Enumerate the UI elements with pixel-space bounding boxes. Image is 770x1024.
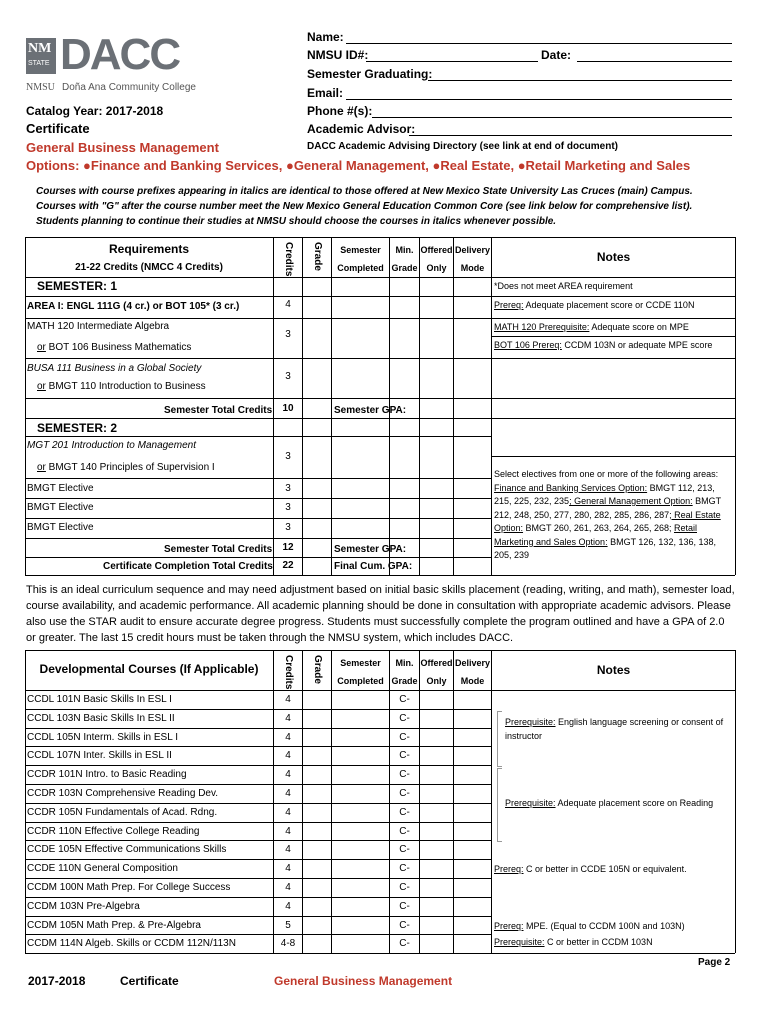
note-reading-prereq: Prerequisite: Adequate placement score on Reading [505,798,714,808]
dev-notes-header: Notes [596,663,631,677]
options-line: Options: ●Finance and Banking Services, ●General Management, ●Real Estate, ●Retail Marketing and Sales [26,158,691,173]
dev-min-grade: C- [399,882,410,893]
note-engl-prereq: Prereq: Adequate placement score or CCDE 110N [494,300,695,310]
dev-credits: 4 [285,694,291,705]
dev-course-row: CCDL 103N Basic Skills In ESL II [27,713,175,724]
dacc-wordmark: DACC [60,30,180,79]
program-title: General Business Management [26,140,219,155]
dev-credits: 4 [285,769,291,780]
busa111-row: BUSA 111 Business in a Global Society [27,363,202,374]
dev-course-row: CCDR 101N Intro. to Basic Reading [27,769,187,780]
elective-row: BMGT Elective [27,483,94,494]
dev-credits: 4 [285,882,291,893]
catalog-year: Catalog Year: 2017-2018 [26,104,164,118]
mgt201-row: MGT 201 Introduction to Management [27,440,196,451]
dev-min-grade: C- [399,901,410,912]
name-label: Name: [307,30,344,44]
bmgt110-row: or BMGT 110 Introduction to Business [37,381,206,392]
intro-paragraph: Courses with course prefixes appearing in italics are identical to those offered at New Mexico State University Las Cruces (main) Campus. Courses with "G" after the course number meet the New Mexico General Education Common Core (see link below for comprehensive list). Students planning to continue their studies at NMSU should choose the courses in italics whenever possible. [36,186,693,227]
nmsu-id-label: NMSU ID#: [307,48,369,62]
dev-credits: 4 [285,863,291,874]
dev-credits: 4 [285,901,291,912]
bot106-row: or BOT 106 Business Mathematics [37,342,192,353]
footer-program: General Business Management [274,974,453,988]
dev-credits: 4 [285,713,291,724]
dev-credits: 4 [285,788,291,799]
dev-title: Developmental Courses (If Applicable) [39,662,259,676]
dev-credits: 4-8 [280,938,296,949]
note-esl-prereq: Prerequisite: English language screening or consent of instructor [505,717,724,741]
phone-label: Phone #(s): [307,104,373,118]
note-ccdm105-prereq: Prereq: MPE. (Equal to CCDM 100N and 103N) [494,921,685,931]
math120-row: MATH 120 Intermediate Algebra [27,321,170,332]
dev-course-row: CCDE 110N General Composition [27,863,178,874]
dev-course-row: CCDE 105N Effective Communications Skills [27,844,227,855]
advisor-label: Academic Advisor: [307,122,416,136]
dev-course-row: CCDR 110N Effective College Reading [27,826,200,837]
area1-row: AREA I: ENGL 111G (4 cr.) or BOT 105* (3 cr.) [27,301,240,312]
dev-course-row: CCDL 101N Basic Skills In ESL I [27,694,172,705]
footer-cert: Certificate [120,974,179,988]
dev-min-grade: C- [399,732,410,743]
date-field[interactable] [577,61,732,62]
dev-course-row: CCDL 107N Inter. Skills in ESL II [27,750,172,761]
page-number: Page 2 [698,957,731,968]
footer-year: 2017-2018 [28,974,86,988]
note-math-prereq: MATH 120 Prerequisite: Adequate score on MPE [494,322,689,332]
dev-min-grade: C- [399,788,410,799]
dev-credits: 4 [285,732,291,743]
dev-course-row: CCDL 105N Interm. Skills in ESL I [27,732,178,743]
nmsu-id-field[interactable] [366,61,538,62]
dev-credits: 4 [285,750,291,761]
note-area: *Does not meet AREA requirement [494,281,633,291]
curriculum-note: This is an ideal curriculum sequence and may need adjustment based on initial basic skills placement (reading, writing, and math), semester load, course availability, and academic performance. All academic planning should be done in consultation with appropriate academic advisors. Please also use the STAR audit to ensure accurate degree progress. Students must successfully complete the program outlined and have a GPA of 2.0 or greater. The last 15 credit hours must be taken through the NMSU system, which includes DACC. [26,584,735,644]
note-electives: Select electives from one or more of the following areas: Finance and Banking Services Option: BMGT 112, 213, 215, 225, 232, 235; General Management Option: BMGT 212, 248, 250, 277, 280, 282, 285, 286, 287; Real Estate Option: BMGT 260, 261, 263, 264, 265, 268; Retail Marketing and Sales Option: BMGT 126, 132, 136, 138, 205, 239 [494,469,721,560]
dev-min-grade: C- [399,750,410,761]
phone-field[interactable] [372,117,732,118]
dev-min-grade: C- [399,713,410,724]
semester-graduating-label: Semester Graduating: [307,67,433,81]
nm-state-block: NM STATE [26,38,56,74]
semester-2-label: SEMESTER: 2 [37,421,118,435]
email-field[interactable] [346,99,732,100]
dev-course-row: CCDM 114N Algeb. Skills or CCDM 112N/113N [27,938,236,949]
elective-row: BMGT Elective [27,522,94,533]
note-ccdm114-prereq: Prerequisite: C or better in CCDM 103N [494,937,653,947]
dev-min-grade: C- [399,769,410,780]
notes-header: Notes [596,250,631,264]
dev-course-row: CCDM 100N Math Prep. For College Success [27,882,231,893]
advising-directory: DACC Academic Advising Directory (see link at end of document) [307,141,618,152]
elective-row: BMGT Elective [27,502,94,513]
advisor-field[interactable] [409,135,732,136]
bmgt140-row: or BMGT 140 Principles of Supervision I [37,462,215,473]
dev-min-grade: C- [399,863,410,874]
dev-min-grade: C- [399,938,410,949]
dev-credits: 5 [285,920,291,931]
dacc-logo: NM STATE DACC NMSU Doña Ana Community College [26,30,196,93]
date-label: Date: [541,48,572,62]
dev-credits: 4 [285,807,291,818]
semester-1-label: SEMESTER: 1 [37,279,118,293]
semester-graduating-field[interactable] [428,80,732,81]
dev-min-grade: C- [399,844,410,855]
dev-min-grade: C- [399,826,410,837]
certificate-label: Certificate [26,121,90,136]
dev-course-row: CCDM 103N Pre-Algebra [27,901,140,912]
email-label: Email: [307,86,344,100]
dev-min-grade: C- [399,807,410,818]
dev-credits: 4 [285,844,291,855]
note-bot-prereq: BOT 106 Prereq: CCDM 103N or adequate MPE score [494,340,713,350]
name-field[interactable] [346,43,732,44]
dev-course-row: CCDM 105N Math Prep. & Pre-Algebra [27,920,201,931]
dev-min-grade: C- [399,694,410,705]
note-ccde-prereq: Prereq: C or better in CCDE 105N or equivalent. [494,864,687,874]
dev-min-grade: C- [399,920,410,931]
dev-course-row: CCDR 103N Comprehensive Reading Dev. [27,788,219,799]
dev-course-row: CCDR 105N Fundamentals of Acad. Rdng. [27,807,218,818]
dev-credits: 4 [285,826,291,837]
